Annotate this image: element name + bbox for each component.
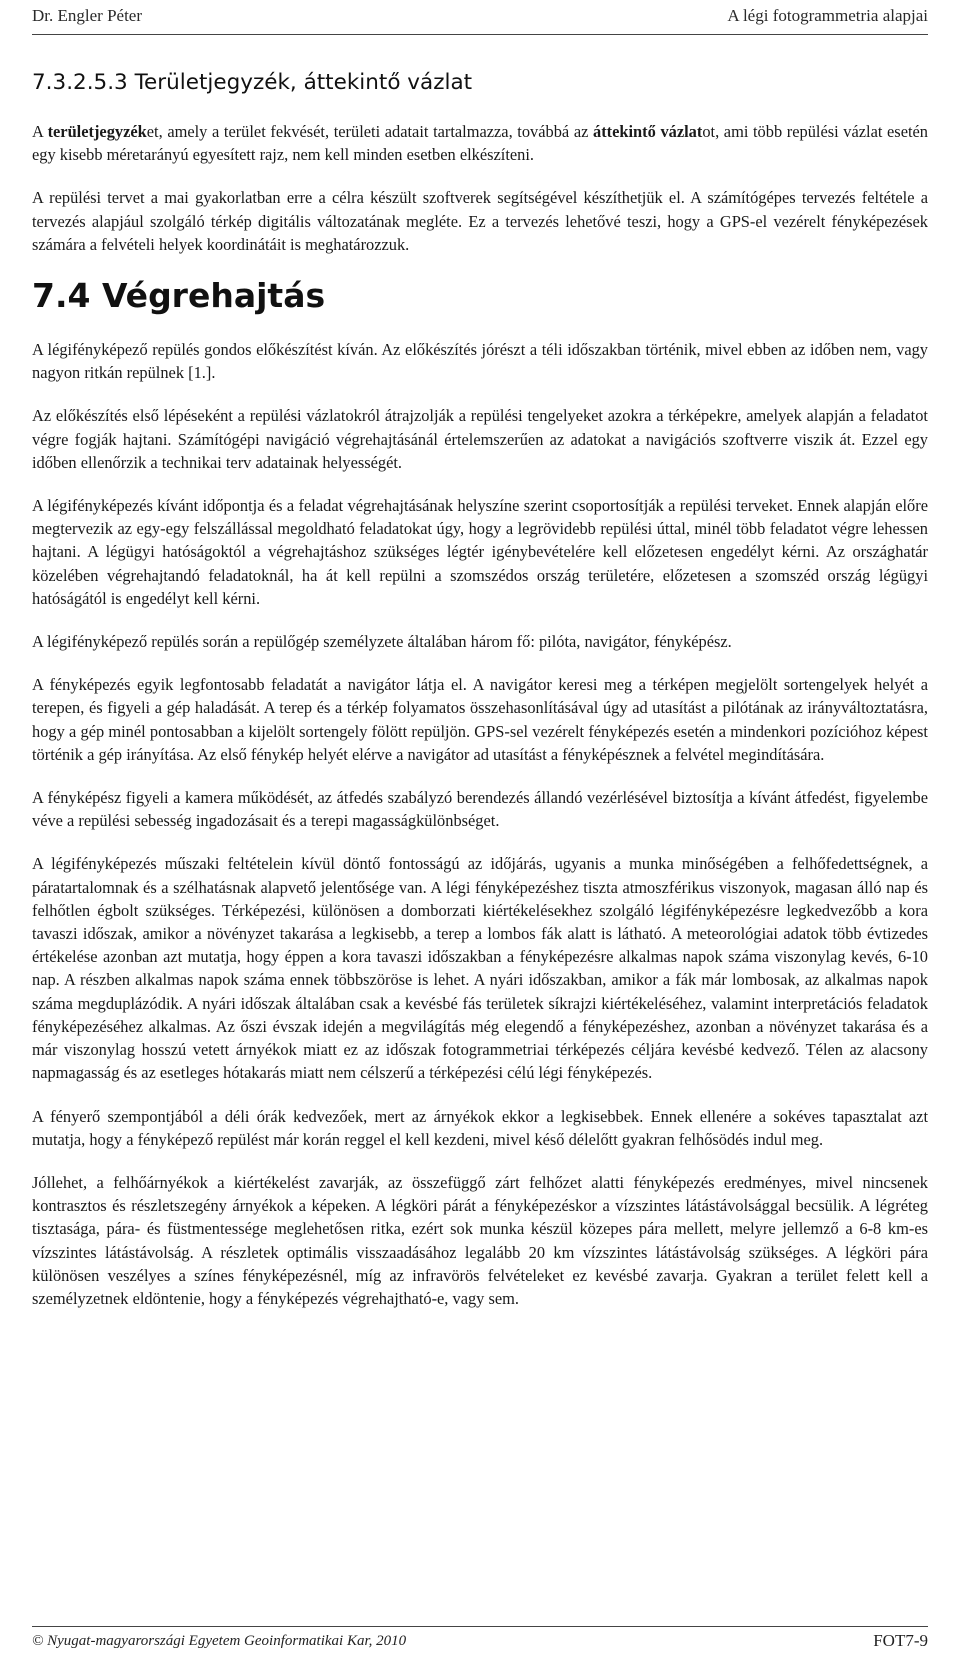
footer-copyright: © Nyugat-magyarországi Egyetem Geoinformatikai Kar, 2010 bbox=[32, 1633, 407, 1649]
paragraph-terulet: A területjegyzéket, amely a terület fekvését, területi adatait tartalmazza, továbbá az áttekintő vázlatot, ami több repülési vázlat esetén egy kisebb méretarányú egyesített rajz, nem kell minden esetben elkészíteni. bbox=[32, 122, 928, 165]
header-author: Dr. Engler Péter bbox=[32, 6, 142, 25]
paragraph: A fényerő szempontjából a déli órák kedvezőek, mert az árnyékok ekkor a legkisebbek. Ennek ellenére a sokéves tapasztalat azt mutatja, hogy a fényképező repülést már korán reggel el kell kezdeni, mivel késő délelőtt gyakran felhősödés indul meg. bbox=[32, 1106, 928, 1149]
header-rule bbox=[32, 34, 928, 35]
term-teruletjegyzek: területjegyzék bbox=[47, 122, 147, 141]
paragraph: A fényképész figyeli a kamera működését, az átfedés szabályzó berendezés állandó vezérlésével biztosítja a kívánt átfedést, figyelembe véve a repülési sebesség ingadozásait és a terepi magasságkülönbséget. bbox=[32, 788, 928, 831]
section-heading: 7.4 Végrehajtás bbox=[32, 276, 326, 316]
page-content bbox=[32, 68, 928, 1330]
page-number: FOT7-9 bbox=[873, 1631, 928, 1650]
paragraph: Jóllehet, a felhőárnyékok a kiértékelést zavarják, az összefüggő zárt felhőzet alatti fényképezés eredményes, mivel nincsenek kontrasztos és részletszegény árnyékok a képeken. A légköri párát a fényképezéskor a vízszintes látástávolsággal becsülik. A légréteg tisztasága, pára- és füstmentessége meglehetősen ritka, ezért sok munka készül közepes pára mellett, melyre jellemző a 6-8 km-es vízszintes látástávolság. A részletek optimális visszaadásához legalább 20 km vízszintes látástávolság szükséges. A légköri pára különösen veszélyes a színes fényképezésnél, míg az infravörös felvételeket ez kevésbé zavarja. Gyakran a terület felett kell a személyzetnek eldöntenie, hogy a fényképezés végrehajtható-e, vagy sem. bbox=[32, 1172, 928, 1308]
paragraph: A légifényképező repülés gondos előkészítést kíván. Az előkészítés jórészt a téli időszakban történik, mivel ebben az időben nem, vagy nagyon ritkán repülnek [1.]. bbox=[32, 340, 928, 383]
term-attekinto-vazlat: áttekintő vázlat bbox=[593, 122, 703, 141]
paragraph: A fényképezés egyik legfontosabb feladatát a navigátor látja el. A navigátor keresi meg a térképen megjelölt sortengelyek helyét a terepen, és figyeli a gép haladását. A terep és a térkép folyamatos összehasonlításával úgy ad utasítást a pilótának az irányváltoztatásra, hogy a gép minél pontosabban a kijelölt sortengely fölött repüljön. GPS-sel vezérelt fényképezés esetén a mindenkori pozícióhoz képest történik a gép irányítása. Az első fénykép helyét elérve a navigátor ad utasítást a fényképésznek a felvétel megindítására. bbox=[32, 675, 928, 764]
header-title: A légi fotogrammetria alapjai bbox=[727, 6, 928, 25]
footer-rule bbox=[32, 1626, 928, 1627]
paragraph-tervezes: A repülési tervet a mai gyakorlatban erre a célra készült szoftverek segítségével készíthetjük el. A számítógépes tervezés feltétele a tervezés alapjául szolgáló térkép digitális változatának megléte. Ez a tervezés lehetővé teszi, hogy a GPS-el vezérelt fényképezések számára a felvételi helyek koordinátáit is meghatározzuk. bbox=[32, 188, 928, 254]
paragraph: A légifényképezés műszaki feltételein kívül döntő fontosságú az időjárás, ugyanis a munka minőségében a felhőfedettségnek, a páratartalomnak és a szélhatásnak alapvető jelentősége van. A légi fényképezéshez tiszta atmoszférikus viszonyok, magasan álló nap és felhőtlen égbolt szükséges. Térképezési, különösen a domborzati kiértékelésekhez szolgáló légifényképezésre legkedvezőbb a kora tavaszi időszak, amikor a növényzet takarása a legkisebb, a terep a lombos fák alatt is látható. A meteorológiai adatok több évtizedes értékelése azonban azt mutatja, hogy éppen a kora tavaszi időszakban a fényképezésre alkalmas napok száma viszonylag kevés, 6-10 nap. A részben alkalmas napok száma ennek többszöröse is lehet. A nyári időszakban, amikor a fák már lombosak, az alkalmas napok száma megduplázódik. A nyári időszak általában csak a kevésbé fás területek síkrajzi kiértékeléséhez, valamint interpretációs feladatok fényképezéséhez alkalmas. Az őszi évszak idején a megvilágítás még elegendő a fényképezéshez, azonban a növényzet takarása és a már viszonylag hosszú vetett árnyékok miatt ez az időszak fotogrammetriai térképezés céljára kevésbé kedvező. Télen az alacsony napmagasság és az esetleges hótakarás miatt nem célszerű a térképezési célú légi fényképezés. bbox=[32, 854, 928, 1083]
paragraph: A légifényképezés kívánt időpontja és a feladat végrehajtásának helyszíne szerint csoportosítják a repülési terveket. Ennek alapján előre megtervezik az egy-egy felszállással megoldható feladatokat úgy, hogy a legrövidebb repülési úttal, minél több feladatot végre lehessen hajtani. A légügyi hatóságoktól a végrehajtáshoz szükséges légtér igénybevételére kell előzetesen engedélyt kérni. Az országhatár közelében végrehajtandó feladatoknál, ha át kell repülni a szomszédos ország területére, előzetesen a szomszéd ország légügyi hatóságától is engedélyt kell kérni. bbox=[32, 496, 928, 608]
paragraph: Az előkészítés első lépéseként a repülési vázlatokról átrajzolják a repülési tengelyeket azokra a térképekre, amelyek alapján a feladatot végre fogják hajtani. Számítógépi navigáció végrehajtásánál értelemszerűen az adatokat a navigációs szoftverre viszik át. Ezzel egy időben ellenőrzik a technikai terv adatainak helyességét. bbox=[32, 406, 928, 472]
running-header bbox=[32, 6, 928, 32]
document-page bbox=[32, 0, 928, 1660]
subsection-heading: 7.3.2.5.3 Területjegyzék, áttekintő vázlat bbox=[32, 70, 473, 95]
paragraph: A légifényképező repülés során a repülőgép személyzete általában három fő: pilóta, navigátor, fényképész. bbox=[32, 632, 732, 652]
